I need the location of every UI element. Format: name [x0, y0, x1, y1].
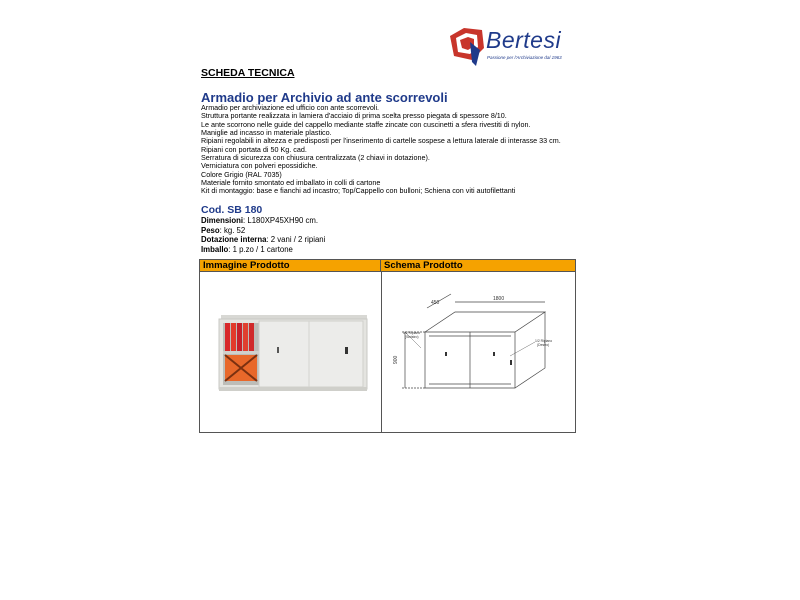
spec-label: Peso [201, 225, 220, 235]
schema-height-label: 900 [393, 355, 399, 364]
product-schema-drawing [385, 292, 565, 402]
description-line: Colore Grigio (RAL 7035) [201, 169, 282, 179]
schema-left-note-2: (Sinistro) [405, 335, 419, 339]
section-title: SCHEDA TECNICA [201, 67, 295, 79]
description-line: Materiale fornito smontato ed imballato in colli di cartone [201, 178, 381, 188]
product-photo [217, 313, 369, 393]
description-line: Maniglie ad incasso in materiale plastico. [201, 128, 332, 138]
description-line: Ripiani regolabili in altezza e predisposti per l'inserimento di cartelle sospese a lettura laterale di interasse 33 cm. [201, 136, 561, 146]
spec-label: Imballo [201, 244, 229, 254]
product-code: Cod. SB 180 [201, 204, 263, 216]
spec-value: : 2 vani / 2 ripiani [266, 235, 326, 245]
description-line: Struttura portante realizzata in lamiera d'acciaio di prima scelta presso piegata di spessore 8/10. [201, 111, 507, 121]
table-divider [381, 272, 382, 432]
spec-label: Dimensioni [201, 216, 244, 225]
description-line: Kit di montaggio: base e fianchi ad incastro; Top/Cappello con bulloni; Schiena con viti autofilettanti [201, 186, 516, 196]
schema-header: Schema Prodotto [381, 260, 575, 272]
spec-value: : kg. 52 [219, 225, 246, 235]
spec-peso [201, 226, 325, 236]
product-title: Armadio per Archivio ad ante scorrevoli [201, 90, 448, 105]
schema-left-note-1: 1/2 Ripiano [403, 331, 421, 335]
schema-width-label: 1800 [493, 296, 505, 302]
brand-tagline: Passione per l'Archiviazione dal 1963 [487, 55, 562, 60]
spec-value: : L180XP45XH90 cm. [243, 216, 319, 225]
spec-value: : 1 p.zo / 1 cartone [228, 244, 293, 254]
schema-right-note-1: 1/2 Ripiano [535, 339, 553, 343]
spec-dimensioni [201, 216, 325, 226]
brand-name: Bertesi [486, 27, 562, 53]
description-line: Armadio per archiviazione ed ufficio con ante scorrevoli. [201, 103, 380, 112]
spec-imballo [201, 245, 325, 255]
image-header: Immagine Prodotto [200, 260, 381, 272]
description-line: Le ante scorrono nelle guide del cappello mediante staffe zincate con cuscinetti a sfera rivestiti di nylon. [201, 119, 531, 129]
spec-dotazione [201, 235, 325, 245]
spec-label: Dotazione interna [201, 235, 267, 245]
schema-depth-label: 450 [431, 300, 440, 306]
description-line: Serratura di sicurezza con chiusura centralizzata (2 chiavi in dotazione). [201, 153, 430, 163]
product-specs [201, 216, 325, 254]
logo-mark-icon [450, 28, 484, 66]
description-line: Ripiani con portata di 50 Kg. cad. [201, 144, 307, 154]
description-line: Verniciatura con polveri epossidiche. [201, 161, 318, 171]
schema-right-note-2: (Destro) [537, 343, 550, 347]
product-description [201, 104, 601, 196]
